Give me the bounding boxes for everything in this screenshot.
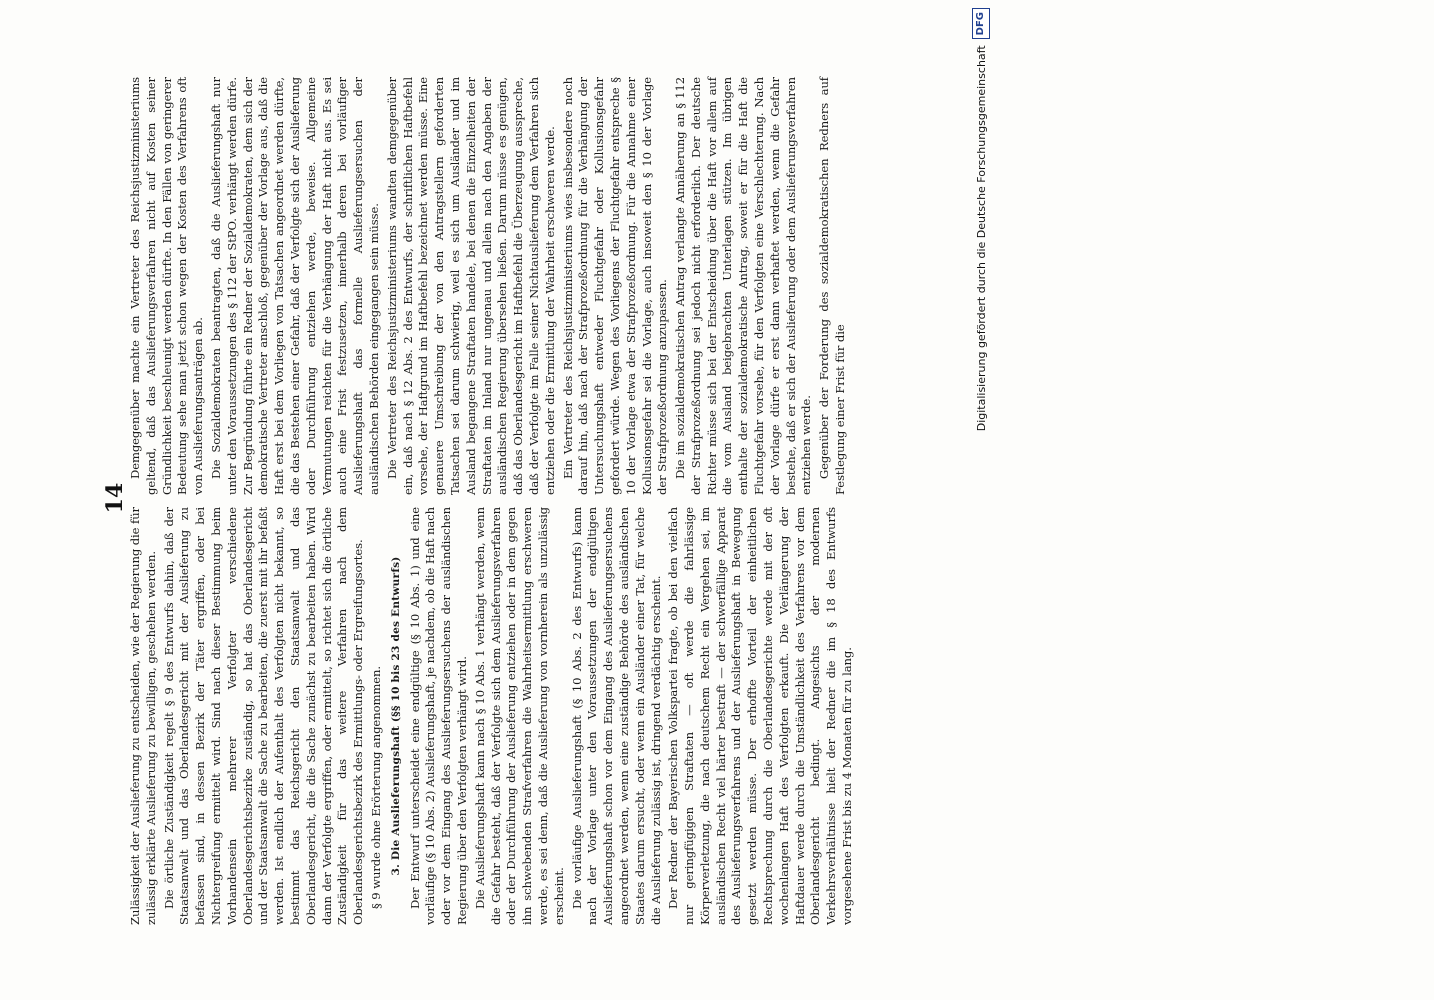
credit-text: Digitalisierung gefördert durch die Deutsche Forschungsgemeinschaft [974, 45, 988, 432]
paragraph: Zulässigkeit der Auslieferung zu entscheiden, wie der Regierung die für zulässig erklärte Auslieferung zu bewilligen, geschehen werden. [128, 507, 158, 925]
paragraph: § 9 wurde ohne Erörterung angenommen. [368, 666, 383, 909]
paragraph: Ein Vertreter des Reichsjustizministeriums wies insbesondere noch darauf hin, daß nach der Strafprozeßordnung für die Verhängung der Untersuchungshaft entweder Fluchtgefahr oder Kollusionsgefahr gefordert würde. Wegen des Vorliegens der Fluchtgefahr entspreche § 10 der Vorlage etwa der Strafprozeßordnung. Für die Annahme einer Kollusionsgefahr sei die Vorlage, auch insoweit den § 10 der Vorlage der Strafprozeßordnung anzupassen. [560, 77, 670, 495]
paragraph: Gegenüber der Forderung des sozialdemokratischen Redners auf Festlegung einer Frist für die [817, 77, 848, 495]
paragraph: Demgegenüber machte ein Vertreter des Reichsjustizministeriums geltend, daß das Auslieferungsverfahren nicht auf Kosten seiner Gründlichkeit beschleunigt werden dürfte. In den Fällen von geringerer Bedeutung sehe man jetzt schon wegen der Kosten des Verfahrens oft von Auslieferungsanträgen ab. [128, 77, 206, 495]
paragraph: Die Sozialdemokraten beantragten, daß die Auslieferungshaft nur unter den Voraussetzungen des § 112 der StPO. verhängt werden dürfe. Zur Begründung führte ein Redner der Sozialdemokraten, dem sich der demokratische Vertreter anschloß, gegenüber der Vorlage aus, daß die Haft erst bei dem Vorliegen von Tatsachen angeordnet werden dürfte, die das Bestehen einer Gefahr, daß der Verfolgte sich der Auslieferung oder Durchführung entziehen werde, beweise. Allgemeine Vermutungen reichten für die Verhängung der Haft nicht aus. Es sei auch eine Frist festzusetzen, innerhalb deren bei vorläufiger Auslieferungshaft das formelle Auslieferungsersuchen der ausländischen Behörden eingegangen sein müsse. [208, 77, 381, 495]
paragraph: Der Entwurf unterscheidet eine endgültige (§ 10 Abs. 1) und eine vorläufige (§ 10 Abs. 2) Auslieferungshaft, je nachdem, ob die Haft nach oder vor dem Eingang des Auslieferungsersuchens der ausländischen Regierung über den Verfolgten verhängt wird. [407, 507, 469, 925]
page-number: 14 [102, 482, 128, 514]
paragraph: Die im sozialdemokratischen Antrag verlangte Annäherung an § 112 der Strafprozeßordnung sei jedoch nicht erforderlich. Der deutsche Richter müsse sich bei der Entscheidung über die Haft vor allem auf die vom Ausland beigebrachten Unterlagen stützen. Im übrigen enthalte der sozialdemokratische Antrag, soweit er für die Haft die Fluchtgefahr vorsehe, für den Verfolgten eine Verschlechterung. Nach der Vorlage dürfe er erst dann verhaftet werden, wenn die Gefahr bestehe, daß er sich der Auslieferung oder dem Auslieferungsverfahren entziehen werde. [673, 77, 814, 495]
paragraph: Die Vertreter des Reichsjustizministeriums wandten demgegenüber ein, daß nach § 12 Abs. 2 des Entwurfs, der schriftlichen Haftbefehl vorsehe, der Haftgrund im Haftbefehl bezeichnet werden müsse. Eine genauere Umschreibung der von den Antragstellern geforderten Tatsachen sei darum schwierig, weil es sich um Ausländer und im Ausland begangene Straftaten handele, bei denen die Einzelheiten der Straftaten im Inland nur ungenau und allein nach den Angaben der ausländischen Regierung übersehen ließen. Darum müsse es genügen, daß das Oberlandesgericht im Haftbefehl die Überzeugung ausspreche, daß der Verfolgte im Falle seiner Nichtauslieferung dem Verfahren sich entziehen oder die Ermittlung der Wahrheit erschweren werde. [384, 77, 557, 495]
dfg-logo: DFG [972, 8, 990, 39]
section-heading: 3. Die Auslieferungshaft (§§ 10 bis 23 des Entwurfs) [389, 556, 402, 876]
digitization-credit [970, 2, 992, 998]
paragraph: Die örtliche Zuständigkeit regelt § 9 des Entwurfs dahin, daß der Staatsanwalt und das Oberlandesgericht mit der Auslieferung zu befassen sind, in dessen Bezirk der Täter ergriffen, oder bei Nichtergreifung ermittelt wird. Sind nach dieser Bestimmung beim Vorhandensein mehrerer Verfolgter verschiedene Oberlandesgerichtsbezirke zuständig, so hat das Oberlandesgericht und der Staatsanwalt die Sache zu bearbeiten, die zuerst mit ihr befaßt werden. Ist endlich der Aufenthalt des Verfolgten nicht bekannt, so bestimmt das Reichsgericht den Staatsanwalt und das Oberlandesgericht, die die Sache zunächst zu bearbeiten haben. Wird dann der Verfolgte ergriffen, oder ermittelt, so richtet sich die örtliche Zuständigkeit für das weitere Verfahren nach dem Oberlandesgerichtsbezirk des Ermittlungs- oder Ergreifungsortes. [161, 507, 366, 925]
paragraph: Der Redner der Bayerischen Volkspartei fragte, ob bei den vielfach nur geringfügigen Straftaten — oft werde die fahrlässige Körperverletzung, die nach deutschem Recht ein Vergehen sei, im ausländischen Recht viel härter bestraft — der schwerfällige Apparat des Auslieferungsverfahrens und der Auslieferungshaft in Bewegung gesetzt werden müsse. Der erhoffte Vorteil der einheitlichen Rechtsprechung durch die Oberlandesgerichte werde mit der oft wochenlangen Haft des Verfolgten erkauft. Die Verlängerung der Haftdauer werde durch die Umständlichkeit des Verfahrens vor dem Oberlandesgericht bedingt. Angesichts der modernen Verkehrsverhältnisse hielt der Redner die im § 18 des Entwurfs vorgesehene Frist bis zu 4 Monaten für zu lang. [666, 507, 855, 925]
paragraph: Die Auslieferungshaft kann nach § 10 Abs. 1 verhängt werden, wenn die Gefahr besteht, daß der Verfolgte sich dem Auslieferungsverfahren oder der Durchführung der Auslieferung entziehen oder in dem gegen ihn schwebenden Strafverfahren die Wahrheitsermittlung erschweren werde, es sei denn, daß die Auslieferung von vornherein als unzulässig erscheint. [472, 507, 566, 925]
paragraph: Die vorläufige Auslieferungshaft (§ 10 Abs. 2 des Entwurfs) kann nach der Vorlage unter den Voraussetzungen der endgültigen Auslieferungshaft schon vor dem Eingang des Auslieferungsersuchens angeordnet werden, wenn eine zuständige Behörde des ausländischen Staates darum ersucht, oder wenn ein Ausländer einer Tat, für welche die Auslieferung zulässig ist, dringend verdächtig erscheint. [569, 507, 663, 925]
right-column [128, 77, 851, 495]
left-column [128, 507, 858, 925]
